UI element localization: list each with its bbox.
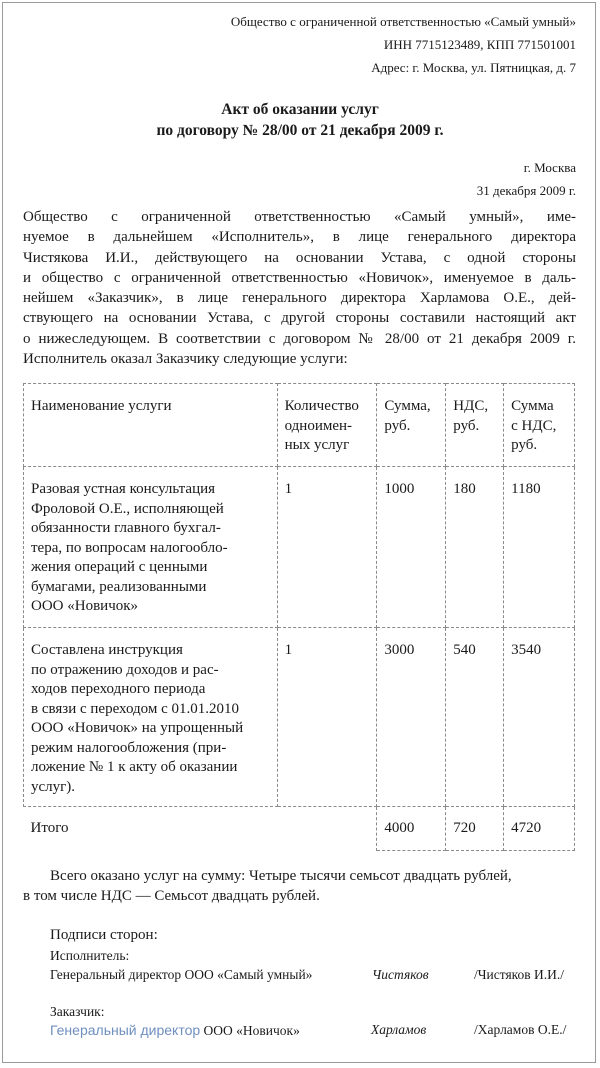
intro-line: Общество с ограниченной ответственностью «Самый умный», име- [23, 209, 576, 225]
totals-sum: 4000 [377, 807, 446, 851]
totals-label: Итого [24, 807, 377, 851]
table-row [24, 467, 575, 628]
place-city: г. Москва [523, 160, 576, 175]
table-header-row [24, 384, 575, 467]
customer-label: Заказчик: [50, 1004, 105, 1019]
service-name-cell: Составлена инструкция по отражению доходов и рас- ходов переходного периода в связи с переходом с 01.01.2010 ООО «Новичок» на упрощенный режим налогообложения (при- ложение № 1 к акту об оказании услуг). [24, 628, 278, 807]
intro-line: Чистякова И.И., действующего на основании Устава, с одной стороны [23, 249, 576, 266]
totals-vat: 720 [446, 807, 504, 851]
total-cell: 3540 [504, 628, 575, 807]
header-cell-quantity: Количество одноимен- ных услуг [277, 384, 377, 467]
service-name-cell: Разовая устная консультация Фроловой О.Е., исполняющей обязанности главного бухгал- тера, по вопросам налогообло- жения операций с ценными бумагами, реализованными ООО «Новичок» [24, 467, 278, 628]
header-inn-kpp: ИНН 7715123489, КПП 771501001 [383, 37, 576, 52]
customer-name: /Харламов О.Е./ [474, 1022, 567, 1037]
header-cell-total-with-vat: Сумма с НДС, руб. [504, 384, 575, 467]
executor-name: /Чистяков И.И./ [474, 967, 565, 982]
customer-signature: Харламов [371, 1022, 427, 1037]
intro-paragraph [23, 207, 576, 369]
document-title: Акт об оказании услуг [221, 101, 379, 118]
table-row [24, 628, 575, 807]
sum-cell: 1000 [377, 467, 446, 628]
executor-label: Исполнитель: [50, 948, 130, 963]
total-cell: 1180 [504, 467, 575, 628]
customer-company: ООО «Новичок» [203, 1023, 300, 1038]
header-company: Общество с ограниченной ответственностью «Самый умный» [230, 14, 576, 29]
header-cell-vat: НДС, руб. [446, 384, 504, 467]
header-address: Адрес: г. Москва, ул. Пятницкая, д. 7 [371, 60, 576, 75]
totals-row [24, 807, 575, 851]
header-cell-sum: Сумма, руб. [377, 384, 446, 467]
signatures-heading: Подписи сторон: [50, 927, 158, 943]
summary-line-1: Всего оказано услуг на сумму: Четыре тысячи семьсот двадцать рублей, [50, 868, 512, 884]
services-table [23, 383, 575, 851]
customer-position-link[interactable]: Генеральный директор [50, 1022, 201, 1038]
vat-cell: 180 [446, 467, 504, 628]
summary-line-2: в том числе НДС — Семьсот двадцать рублей. [23, 888, 320, 904]
intro-line: ствующего на основании Устава, с другой стороны составили настоящий акт [23, 310, 576, 327]
quantity-cell: 1 [277, 628, 377, 807]
totals-total: 4720 [504, 807, 575, 851]
executor-signature: Чистяков [372, 967, 429, 982]
intro-line: нуемое в дальнейшем «Исполнитель», в лице генерального директора [23, 229, 576, 246]
sum-cell: 3000 [377, 628, 446, 807]
quantity-cell: 1 [277, 467, 377, 628]
vat-cell: 540 [446, 628, 504, 807]
place-date: 31 декабря 2009 г. [476, 183, 576, 198]
intro-line: нейшем «Заказчик», в лице генерального директора Харламова О.Е., дей- [23, 290, 576, 307]
intro-line: и общество с ограниченной ответственностью «Новичок», именуемое в даль- [23, 269, 576, 286]
executor-position: Генеральный директор ООО «Самый умный» [50, 967, 313, 982]
intro-line: Исполнитель оказал Заказчику следующие услуги: [23, 351, 348, 368]
document-subtitle: по договору № 28/00 от 21 декабря 2009 г. [156, 122, 444, 139]
intro-line: о нижеследующем. В соответствии с договором № 28/00 от 21 декабря 2009 г. [23, 330, 576, 347]
customer-position [50, 1022, 300, 1039]
header-cell-service-name: Наименование услуги [24, 384, 278, 467]
